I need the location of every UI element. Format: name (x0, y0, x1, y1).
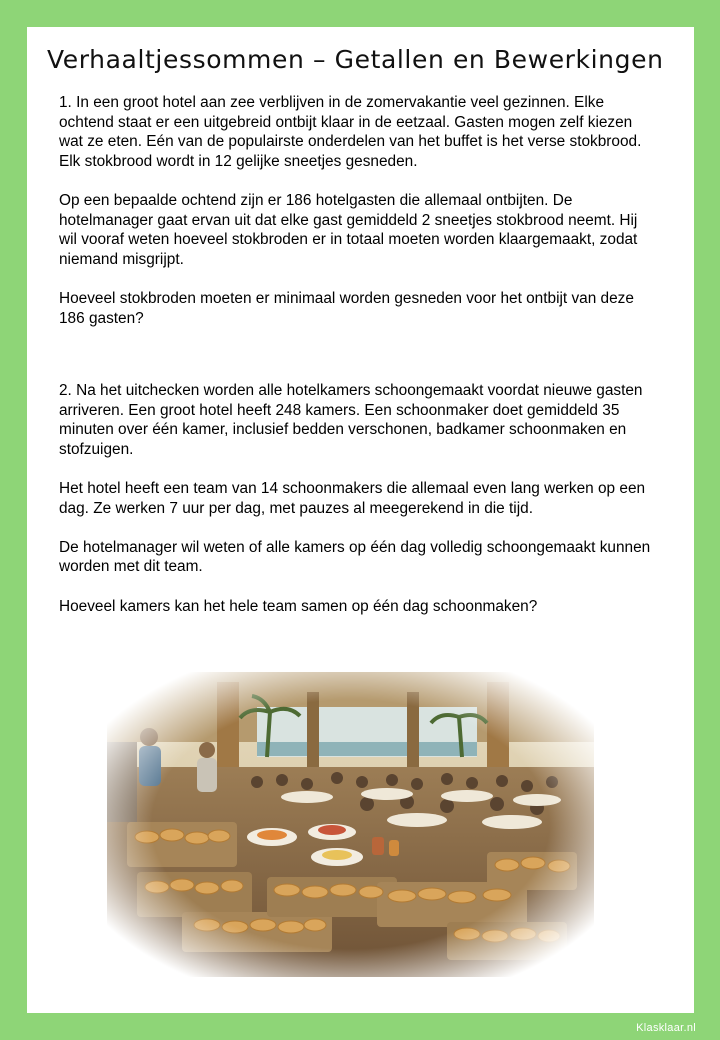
question-2 (59, 381, 659, 616)
question-2-question: Hoeveel kamers kan het hele team samen op één dag schoonmaken? (59, 597, 538, 615)
breakfast-buffet-picture (107, 672, 594, 977)
question-2-paragraph: 2. Na het uitchecken worden alle hotelkamers schoongemaakt voordat nieuwe gasten arriveren. Een groot hotel heeft 248 kamers. Een schoonmaker doet gemiddeld 35 minuten over één kamer, inclusief bedden verschonen, badkamer schoonmaken en stofzuigen. (59, 382, 643, 458)
question-2-paragraph: Het hotel heeft een team van 14 schoonmakers die allemaal even lang werken op een dag. Ze werken 7 uur per dag, met pauzes al meegerekend in die tijd. (59, 479, 646, 517)
question-2-paragraph: De hotelmanager wil weten of alle kamers op één dag volledig schoongemaakt kunnen worden met dit team. (59, 538, 651, 576)
brand-footer: Klasklaar.nl (636, 1022, 696, 1034)
worksheet (27, 27, 694, 1013)
question-1-paragraph: 1. In een groot hotel aan zee verblijven in de zomervakantie veel gezinnen. Elke ochtend staat er een uitgebreid ontbijt klaar in de eetzaal. Gasten mogen zelf kiezen wat ze eten. Eén van de populairste onderdelen van het buffet is het verse stokbrood. Elk stokbrood wordt in 12 gelijke sneetjes gesneden. (59, 94, 642, 170)
page-title: Verhaaltjessommen – Getallen en Bewerkingen (47, 45, 664, 74)
question-1-paragraph: Op een bepaalde ochtend zijn er 186 hotelgasten die allemaal ontbijten. De hotelmanager gaat ervan uit dat elke gast gemiddeld 2 sneetjes stokbrood neemt. Hij wil vooraf weten hoeveel stokbroden er in totaal moeten worden klaargemaakt, zodat niemand misgrijpt. (59, 191, 638, 268)
question-1-question: Hoeveel stokbroden moeten er minimaal worden gesneden voor het ontbijt van deze 186 gasten? (59, 289, 634, 327)
question-1 (59, 93, 659, 328)
hotel-breakfast-illustration (107, 672, 594, 977)
